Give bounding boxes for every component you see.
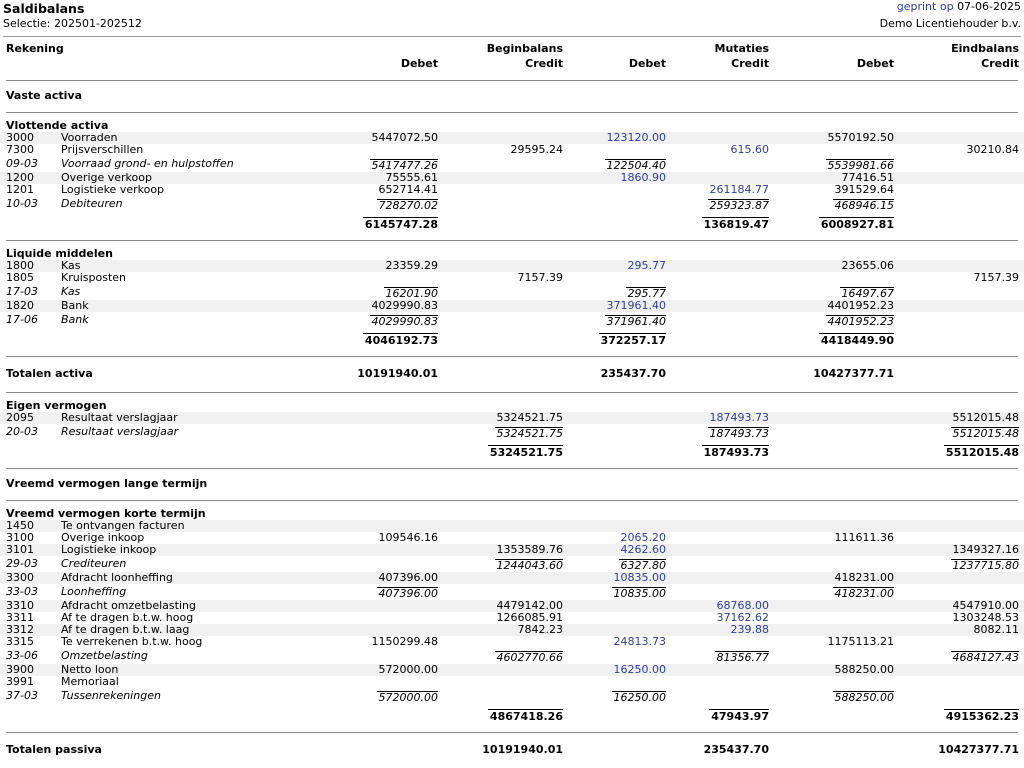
amount-begin-debet: 5447072.50 [371,131,438,144]
header-divider [3,36,1021,37]
account-name: Af te dragen b.t.w. hoog [61,611,194,624]
amount-eind-debet: 4418449.90 [820,334,894,347]
section-divider [0,724,1024,740]
total-row [0,740,1024,760]
amount-eind-credit: 30210.84 [966,143,1019,156]
account-code: 3100 [6,531,34,544]
amount-mutatie-debet: 372257.17 [600,334,666,347]
amount-eind-credit: 4684127.43 [952,651,1019,664]
amount-mutatie-credit: 37162.62 [716,611,769,624]
amount-begin-credit: 7157.39 [517,271,563,284]
amount-eind-credit: 1237715.80 [952,559,1019,572]
account-code: 3311 [6,611,34,624]
account-name: Tussenrekeningen [61,689,161,702]
amount-begin-credit: 1244043.60 [496,559,563,572]
amount-eind-debet: 23655.06 [841,259,894,272]
subtotal-row [0,584,1024,600]
column-header-begin-credit: Credit [525,57,563,70]
amount-begin-credit: 5324521.75 [496,427,563,440]
total-row [0,212,1024,232]
column-group-eindbalans: Eindbalans [951,42,1019,55]
amount-begin-debet: 4029990.83 [371,315,438,328]
section-divider [0,492,1024,508]
section-title: Eigen vermogen [6,399,107,412]
section-divider [0,460,1024,476]
amount-eind-debet: 588250.00 [834,663,894,676]
account-name: Afdracht omzetbelasting [61,599,196,612]
section-divider [0,232,1024,248]
amount-eind-credit: 10427377.71 [938,743,1019,756]
report-title: Saldibalans [3,1,85,16]
account-name: Crediteuren [61,557,127,570]
section-title: Vreemd vermogen lange termijn [6,477,208,490]
amount-mutatie-credit: 187493.73 [709,411,769,424]
column-header-account: Rekening [6,42,64,55]
amount-begin-debet: 407396.00 [378,571,438,584]
amount-begin-debet: 4046192.73 [364,334,438,347]
amount-eind-debet: 4401952.23 [827,299,894,312]
amount-begin-debet: 572000.00 [378,691,438,704]
section-title: Liquide middelen [6,247,113,260]
account-code: 33-06 [6,649,38,662]
account-name: Logistieke verkoop [61,183,165,196]
account-row [0,544,1024,556]
amount-begin-credit: 5324521.75 [496,411,563,424]
amount-mutatie-credit: 259323.87 [709,199,769,212]
account-code: 3991 [6,675,34,688]
divider-line [6,112,1018,113]
amount-eind-debet: 4401952.23 [827,315,894,328]
account-name: Kas [61,285,81,298]
account-name: Prijsverschillen [61,143,144,156]
amount-begin-debet: 6145747.28 [364,218,438,231]
account-name: Omzetbelasting [61,649,148,662]
amount-begin-debet: 728270.02 [378,199,438,212]
amount-mutatie-debet: 371961.40 [606,299,666,312]
subtotal-row [0,424,1024,440]
amount-mutatie-debet: 122504.40 [606,159,666,172]
amount-eind-credit: 7157.39 [973,271,1019,284]
section-divider [0,348,1024,364]
amount-eind-credit: 5512015.48 [952,411,1019,424]
amount-mutatie-credit: 187493.73 [709,427,769,440]
amount-begin-credit: 5324521.75 [489,446,563,459]
account-name: Memoriaal [61,675,119,688]
amount-eind-debet: 16497.67 [841,287,894,300]
account-name: Netto loon [61,663,119,676]
amount-mutatie-debet: 123120.00 [606,131,666,144]
section-divider [0,72,1024,88]
account-row [0,300,1024,312]
amount-mutatie-credit: 187493.73 [703,446,769,459]
printed-label: geprint op [896,0,954,13]
amount-mutatie-debet: 4262.60 [620,543,666,556]
amount-mutatie-debet: 16250.00 [613,663,666,676]
account-code: 17-06 [6,313,38,326]
account-name: Overige verkoop [61,171,152,184]
account-code: 7300 [6,143,34,156]
amount-begin-credit: 1266085.91 [496,611,563,624]
amount-mutatie-debet: 2065.20 [620,531,666,544]
amount-begin-debet: 5417477.26 [371,159,438,172]
account-name: Bank [61,299,89,312]
account-code: 2095 [6,411,34,424]
total-row [0,328,1024,348]
account-code: 1200 [6,171,34,184]
section-heading [0,476,1024,492]
amount-begin-debet: 652714.41 [378,183,438,196]
account-code: 3315 [6,635,34,648]
amount-begin-credit: 29595.24 [510,143,563,156]
divider-line [6,500,1018,501]
amount-mutatie-debet: 295.77 [627,287,666,300]
amount-eind-debet: 588250.00 [834,691,894,704]
selection-period: Selectie: 202501-202512 [3,17,142,30]
amount-mutatie-debet: 1860.90 [620,171,666,184]
subtotal-row [0,556,1024,572]
total-row [0,364,1024,384]
column-header-mutatie-debet: Debet [628,57,666,70]
section-title: Vreemd vermogen korte termijn [6,507,206,520]
account-name: Te verrekenen b.t.w. hoog [61,635,203,648]
account-name: Resultaat verslagjaar [61,425,179,438]
section-heading [0,88,1024,104]
account-name: Overige inkoop [61,531,145,544]
amount-eind-debet: 6008927.81 [820,218,894,231]
account-code: 20-03 [6,425,38,438]
account-code: 3300 [6,571,34,584]
trial-balance-table [0,42,1024,760]
account-name: Resultaat verslagjaar [61,411,178,424]
amount-eind-debet: 5570192.50 [827,131,894,144]
amount-mutatie-debet: 235437.70 [600,367,666,380]
account-code: 3101 [6,543,34,556]
total-label: Totalen passiva [6,743,102,756]
amount-mutatie-debet: 371961.40 [606,315,666,328]
divider-line [6,80,1018,81]
amount-begin-credit: 4479142.00 [496,599,563,612]
divider-line [6,732,1018,733]
subtotal-row [0,284,1024,300]
amount-eind-debet: 468946.15 [834,199,894,212]
amount-eind-credit: 1349327.16 [952,543,1019,556]
amount-eind-credit: 5512015.48 [945,446,1019,459]
printed-date-value: 07-06-2025 [957,0,1021,13]
amount-begin-debet: 572000.00 [378,663,438,676]
column-group-mutaties: Mutaties [714,42,769,55]
subtotal-row [0,156,1024,172]
account-code: 3000 [6,131,34,144]
account-code: 37-03 [6,689,38,702]
printed-date [897,0,1021,13]
company-name: Demo Licentiehouder b.v. [879,17,1021,30]
amount-mutatie-debet: 10835.00 [613,587,666,600]
account-code: 29-03 [6,557,38,570]
account-code: 1800 [6,259,34,272]
divider-line [6,468,1018,469]
column-header-mutatie-credit: Credit [731,57,769,70]
amount-eind-credit: 5512015.48 [952,427,1019,440]
account-code: 1450 [6,519,34,532]
account-name: Loonheffing [61,585,127,598]
account-code: 1820 [6,299,34,312]
amount-begin-credit: 4867418.26 [489,710,563,723]
amount-begin-credit: 7842.23 [517,623,563,636]
account-name: Bank [61,313,89,326]
account-name: Voorraad grond- en hulpstoffen [61,157,234,170]
section-divider [0,384,1024,400]
account-row [0,144,1024,156]
amount-begin-credit: 1353589.76 [496,543,563,556]
amount-begin-debet: 75555.61 [385,171,438,184]
amount-eind-credit: 4547910.00 [952,599,1019,612]
account-name: Af te dragen b.t.w. laag [61,623,190,636]
amount-begin-debet: 109546.16 [378,531,438,544]
account-name: Kruisposten [61,271,126,284]
amount-mutatie-credit: 261184.77 [709,183,769,196]
amount-eind-credit: 4915362.23 [945,710,1019,723]
account-code: 10-03 [6,197,38,210]
amount-eind-debet: 77416.51 [841,171,894,184]
account-code: 3310 [6,599,34,612]
amount-begin-debet: 10191940.01 [357,367,438,380]
amount-eind-debet: 418231.00 [834,571,894,584]
account-code: 3900 [6,663,34,676]
account-row [0,184,1024,196]
amount-mutatie-credit: 136819.47 [703,218,769,231]
subtotal-row [0,648,1024,664]
amount-eind-debet: 111611.36 [834,531,894,544]
section-title: Vlottende activa [6,119,109,132]
column-group-beginbalans: Beginbalans [486,42,563,55]
account-row [0,636,1024,648]
amount-mutatie-debet: 6327.80 [620,559,666,572]
amount-begin-debet: 23359.29 [385,259,438,272]
divider-line [6,356,1018,357]
amount-begin-debet: 1150299.48 [371,635,438,648]
total-label: Totalen activa [6,367,93,380]
amount-eind-debet: 10427377.71 [813,367,894,380]
account-code: 33-03 [6,585,38,598]
amount-eind-credit: 8082.11 [973,623,1019,636]
amount-mutatie-debet: 295.77 [627,259,666,272]
amount-mutatie-credit: 81356.77 [716,651,769,664]
amount-eind-debet: 418231.00 [834,587,894,600]
amount-mutatie-credit: 239.88 [730,623,769,636]
column-header-begin-debet: Debet [400,57,438,70]
amount-mutatie-debet: 16250.00 [613,691,666,704]
amount-mutatie-credit: 68768.00 [716,599,769,612]
amount-mutatie-debet: 24813.73 [613,635,666,648]
amount-mutatie-credit: 615.60 [730,143,769,156]
subtotal-row [0,688,1024,704]
account-code: 09-03 [6,157,38,170]
account-row [0,272,1024,284]
divider-line [6,240,1018,241]
amount-mutatie-credit: 47943.97 [711,710,769,723]
account-code: 17-03 [6,285,38,298]
total-row [0,440,1024,460]
amount-begin-credit: 10191940.01 [482,743,563,756]
amount-begin-debet: 407396.00 [378,587,438,600]
account-row [0,676,1024,688]
amount-mutatie-credit: 235437.70 [703,743,769,756]
account-row [0,664,1024,676]
amount-begin-debet: 16201.90 [385,287,438,300]
account-code: 3312 [6,623,34,636]
amount-eind-credit: 1303248.53 [952,611,1019,624]
account-name: Voorraden [61,131,118,144]
column-header-eind-credit: Credit [981,57,1019,70]
account-row [0,260,1024,272]
account-name: Te ontvangen facturen [61,519,185,532]
account-name: Debiteuren [61,197,123,210]
total-row [0,704,1024,724]
account-code: 1201 [6,183,34,196]
account-row [0,412,1024,424]
subtotal-row [0,312,1024,328]
section-title: Vaste activa [6,89,82,102]
account-name: Afdracht loonheffing [61,571,173,584]
amount-eind-debet: 391529.64 [834,183,894,196]
account-row [0,572,1024,584]
account-name: Logistieke inkoop [61,543,157,556]
amount-mutatie-debet: 10835.00 [613,571,666,584]
amount-begin-credit: 4602770.66 [496,651,563,664]
subtotal-row [0,196,1024,212]
section-divider [0,104,1024,120]
amount-eind-debet: 5539981.66 [827,159,894,172]
column-header-row-2 [0,56,1024,72]
divider-line [6,392,1018,393]
amount-eind-debet: 1175113.21 [827,635,894,648]
column-header-eind-debet: Debet [856,57,894,70]
amount-begin-debet: 4029990.83 [371,299,438,312]
account-name: Kas [61,259,81,272]
column-header-row-1 [0,42,1024,56]
account-code: 1805 [6,271,34,284]
